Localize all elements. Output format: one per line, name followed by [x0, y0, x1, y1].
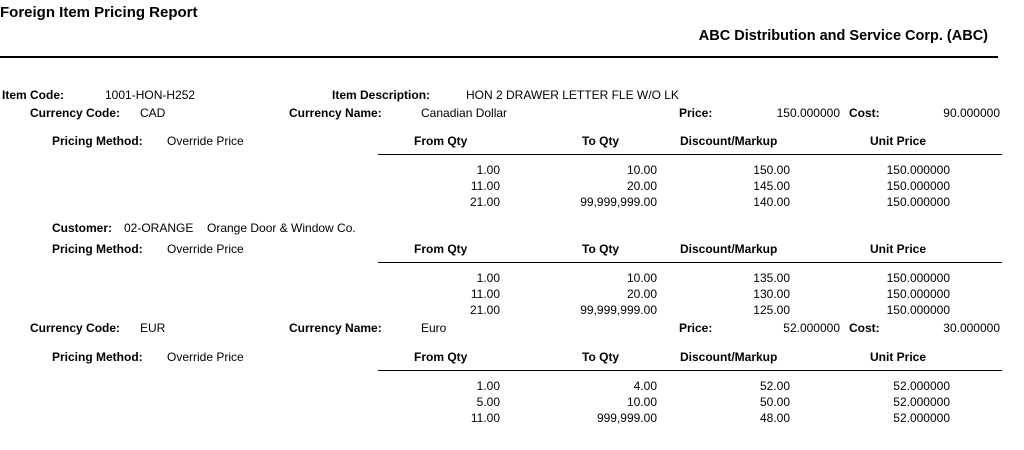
eur-to-qty-header: To Qty [582, 350, 620, 364]
item-description-label: Item Description: [332, 88, 431, 102]
from-qty-cell: 5.00 [476, 395, 500, 409]
header-rule [0, 56, 998, 58]
cust-to-qty-header: To Qty [582, 242, 620, 256]
eur-currency-name-label: Currency Name: [289, 321, 382, 335]
cad-cost-label: Cost: [849, 106, 880, 120]
cad-from-qty-header: From Qty [414, 134, 468, 148]
eur-header-underline [378, 370, 1002, 371]
cust-unit-price-header: Unit Price [870, 242, 927, 256]
to-qty-cell: 99,999,999.00 [580, 303, 657, 317]
discount-cell: 150.00 [753, 163, 790, 177]
from-qty-cell: 1.00 [476, 379, 500, 393]
to-qty-cell: 20.00 [626, 287, 657, 301]
cust-from-qty-header: From Qty [414, 242, 468, 256]
discount-cell: 135.00 [753, 271, 790, 285]
discount-cell: 52.00 [759, 379, 790, 393]
cad-price-value: 150.000000 [776, 106, 840, 120]
customer-label: Customer: [52, 221, 113, 235]
eur-currency-code-value: EUR [140, 321, 166, 335]
cad-cost-value: 90.000000 [943, 106, 1000, 120]
to-qty-cell: 10.00 [626, 271, 657, 285]
eur-cost-label: Cost: [849, 321, 880, 335]
eur-price-label: Price: [679, 321, 713, 335]
unit-price-cell: 150.000000 [886, 163, 950, 177]
to-qty-cell: 10.00 [626, 395, 657, 409]
from-qty-cell: 21.00 [469, 303, 500, 317]
eur-discount-header: Discount/Markup [680, 350, 778, 364]
cad-discount-header: Discount/Markup [680, 134, 778, 148]
cust-header-underline [378, 262, 1002, 263]
to-qty-cell: 999,999.00 [596, 411, 657, 425]
eur-currency-name-value: Euro [421, 321, 447, 335]
eur-unit-price-header: Unit Price [870, 350, 927, 364]
eur-currency-code-label: Currency Code: [30, 321, 121, 335]
cad-to-qty-header: To Qty [582, 134, 620, 148]
from-qty-cell: 1.00 [476, 271, 500, 285]
discount-cell: 50.00 [759, 395, 790, 409]
eur-pricing-method-label: Pricing Method: [52, 350, 143, 364]
from-qty-cell: 21.00 [469, 195, 500, 209]
to-qty-cell: 4.00 [633, 379, 657, 393]
unit-price-cell: 52.000000 [893, 379, 950, 393]
report-title: Foreign Item Pricing Report [0, 4, 198, 21]
from-qty-cell: 11.00 [470, 411, 500, 425]
discount-cell: 125.00 [753, 303, 790, 317]
to-qty-cell: 99,999,999.00 [580, 195, 657, 209]
cad-currency-name-value: Canadian Dollar [421, 106, 508, 120]
eur-price-value: 52.000000 [783, 321, 840, 335]
customer-pricing-method-label: Pricing Method: [52, 242, 143, 256]
cad-pricing-method-value: Override Price [167, 134, 244, 148]
discount-cell: 48.00 [759, 411, 790, 425]
item-code-value: 1001-HON-H252 [105, 88, 196, 102]
item-description-value: HON 2 DRAWER LETTER FLE W/O LK [466, 88, 679, 102]
from-qty-cell: 11.00 [470, 287, 500, 301]
cad-header-underline [378, 154, 1002, 155]
to-qty-cell: 10.00 [626, 163, 657, 177]
customer-pricing-method-value: Override Price [167, 242, 244, 256]
customer-code: 02-ORANGE [124, 221, 194, 235]
cust-discount-header: Discount/Markup [680, 242, 778, 256]
discount-cell: 140.00 [753, 195, 790, 209]
discount-cell: 130.00 [753, 287, 790, 301]
to-qty-cell: 20.00 [626, 179, 657, 193]
unit-price-cell: 52.000000 [893, 395, 950, 409]
unit-price-cell: 150.000000 [886, 271, 950, 285]
from-qty-cell: 1.00 [476, 163, 500, 177]
from-qty-cell: 11.00 [470, 179, 500, 193]
cad-currency-name-label: Currency Name: [289, 106, 382, 120]
unit-price-cell: 150.000000 [886, 303, 950, 317]
unit-price-cell: 150.000000 [886, 287, 950, 301]
eur-pricing-method-value: Override Price [167, 350, 244, 364]
eur-cost-value: 30.000000 [943, 321, 1000, 335]
eur-from-qty-header: From Qty [414, 350, 468, 364]
company-name: ABC Distribution and Service Corp. (ABC) [698, 28, 988, 44]
cad-price-label: Price: [679, 106, 713, 120]
unit-price-cell: 150.000000 [886, 179, 950, 193]
customer-name: Orange Door & Window Co. [207, 221, 356, 235]
unit-price-cell: 150.000000 [886, 195, 950, 209]
cad-currency-code-label: Currency Code: [30, 106, 121, 120]
cad-unit-price-header: Unit Price [870, 134, 927, 148]
cad-currency-code-value: CAD [140, 106, 166, 120]
item-code-label: Item Code: [2, 88, 65, 102]
cad-pricing-method-label: Pricing Method: [52, 134, 143, 148]
discount-cell: 145.00 [753, 179, 790, 193]
unit-price-cell: 52.000000 [893, 411, 950, 425]
